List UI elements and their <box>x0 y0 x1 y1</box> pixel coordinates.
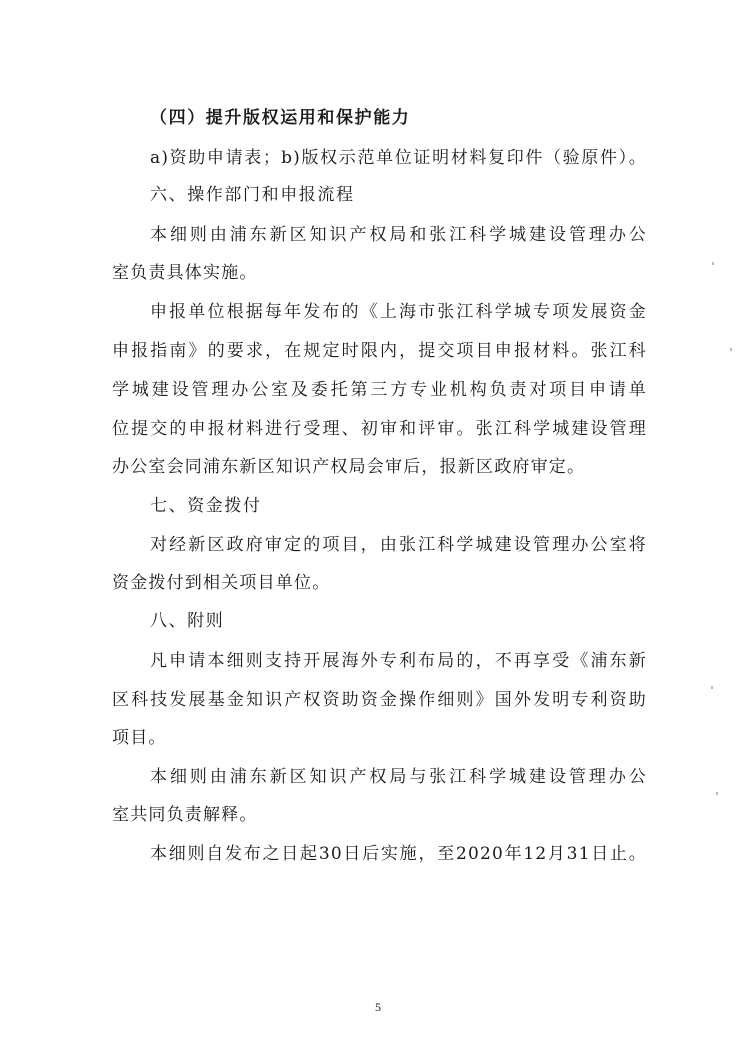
section-8-para1-line2: 区科技发展基金知识产权资助资金操作细则》国外发明专利资助 <box>112 690 647 710</box>
section-8-para1-line1: 凡申请本细则支持开展海外专利布局的，不再享受《浦东新 <box>150 651 647 671</box>
section-8-para2-line1: 本细则由浦东新区知识产权局与张江科学城建设管理办公 <box>150 767 647 787</box>
section-6-heading: 六、操作部门和申报流程 <box>150 185 355 205</box>
scan-speck <box>730 348 732 351</box>
section-8-heading: 八、附则 <box>150 611 225 631</box>
section-7-para-line1: 对经新区政府审定的项目，由张江科学城建设管理办公室将 <box>150 535 647 555</box>
section-6-para2-line4: 位提交的申报材料进行受理、初审和评审。张江科学城建设管理 <box>112 419 647 439</box>
section-6-para2-line2: 申报指南》的要求，在规定时限内，提交项目申报材料。张江科 <box>112 341 647 361</box>
section-4-heading: （四）提升版权运用和保护能力 <box>150 108 411 128</box>
scan-speck <box>712 262 714 265</box>
section-6-para2-line3: 学城建设管理办公室及委托第三方专业机构负责对项目申请单 <box>112 380 647 400</box>
scan-speck <box>716 792 718 795</box>
section-7-heading: 七、资金拨付 <box>150 496 262 516</box>
section-6-para2-line5: 办公室会同浦东新区知识产权局会审后，报新区政府审定。 <box>112 457 586 477</box>
section-7-para-line2: 资金拨付到相关项目单位。 <box>112 573 331 593</box>
section-6-para1-line2: 室负责具体实施。 <box>112 263 258 283</box>
section-4-materials: a)资助申请表；b)版权示范单位证明材料复印件（验原件）。 <box>150 148 647 168</box>
page-number: 5 <box>375 1000 381 1014</box>
scan-speck <box>711 686 713 689</box>
section-8-para1-line3: 项目。 <box>112 728 167 748</box>
section-8-para2-line2: 室共同负责解释。 <box>112 805 258 825</box>
section-6-para2-line1: 申报单位根据每年发布的《上海市张江科学城专项发展资金 <box>150 302 647 322</box>
section-6-para1-line1: 本细则由浦东新区知识产权局和张江科学城建设管理办公 <box>150 225 647 245</box>
section-8-para3-line1: 本细则自发布之日起30日后实施，至2020年12月31日止。 <box>150 844 647 864</box>
